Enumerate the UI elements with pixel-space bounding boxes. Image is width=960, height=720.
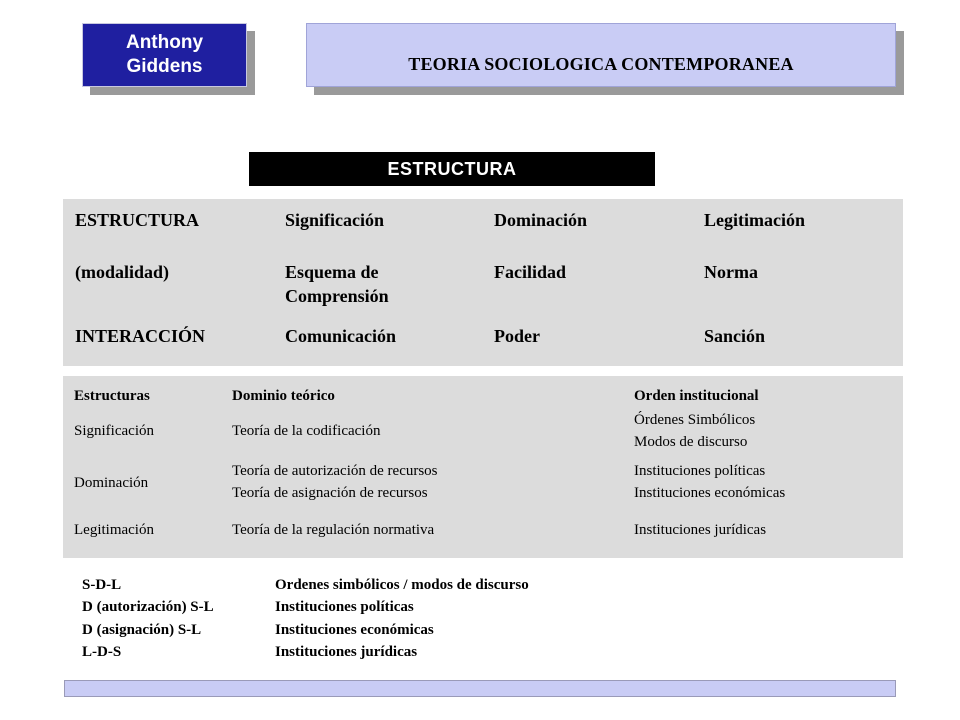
title-box	[306, 23, 896, 87]
structure-cell: Dominación	[494, 210, 588, 230]
table-cell: Legitimación	[74, 522, 154, 538]
author-last-name: Giddens	[126, 56, 203, 77]
structure-cell: Sanción	[704, 326, 766, 346]
structure-cell: Poder	[494, 326, 540, 346]
table-cell: Teoría de autorización de recursos	[232, 463, 438, 479]
table-cell: Instituciones políticas	[634, 463, 766, 479]
summary-code: L-D-S	[82, 644, 122, 660]
summary-meaning: Ordenes simbólicos / modos de discurso	[275, 577, 529, 593]
summary-code: D (autorización) S-L	[82, 599, 214, 615]
table-cell: Instituciones jurídicas	[634, 522, 767, 538]
author-first-name: Anthony	[125, 32, 204, 53]
structure-cell: Significación	[285, 210, 385, 230]
summary-meaning: Instituciones económicas	[275, 622, 434, 638]
structure-cell: Comprensión	[285, 286, 389, 306]
summary-meaning: Instituciones jurídicas	[275, 644, 418, 660]
table-cell: Órdenes Simbólicos	[634, 412, 756, 428]
table-cell: Teoría de asignación de recursos	[232, 485, 428, 501]
column-header: Estructuras	[74, 388, 150, 404]
section-bar	[249, 152, 655, 186]
structure-table	[63, 199, 903, 366]
structure-cell: Legitimación	[704, 210, 805, 230]
column-header: Dominio teórico	[232, 388, 335, 404]
summary-code: D (asignación) S-L	[82, 622, 202, 638]
footer-bar	[64, 680, 896, 697]
structure-cell: INTERACCIÓN	[75, 326, 206, 346]
author-box	[82, 23, 247, 87]
section-bar-label: ESTRUCTURA	[387, 158, 517, 179]
page-title: TEORIA SOCIOLOGICA CONTEMPORANEA	[408, 54, 794, 74]
structure-cell: Esquema de	[285, 262, 379, 282]
table-cell: Dominación	[74, 475, 149, 491]
column-header: Orden institucional	[634, 388, 759, 404]
table-cell: Modos de discurso	[634, 434, 748, 450]
summary-code: S-D-L	[82, 577, 122, 593]
structure-cell: (modalidad)	[75, 262, 170, 282]
summary-meaning: Instituciones políticas	[275, 599, 414, 615]
table-cell: Instituciones económicas	[634, 485, 786, 501]
table-cell: Teoría de la codificación	[232, 423, 381, 439]
structure-cell: Norma	[704, 262, 758, 282]
table-cell: Significación	[74, 423, 154, 439]
structure-cell: ESTRUCTURA	[75, 210, 200, 230]
structure-cell: Facilidad	[494, 262, 567, 282]
structure-cell: Comunicación	[285, 326, 397, 346]
table-cell: Teoría de la regulación normativa	[232, 522, 435, 538]
institution-table	[63, 376, 903, 558]
